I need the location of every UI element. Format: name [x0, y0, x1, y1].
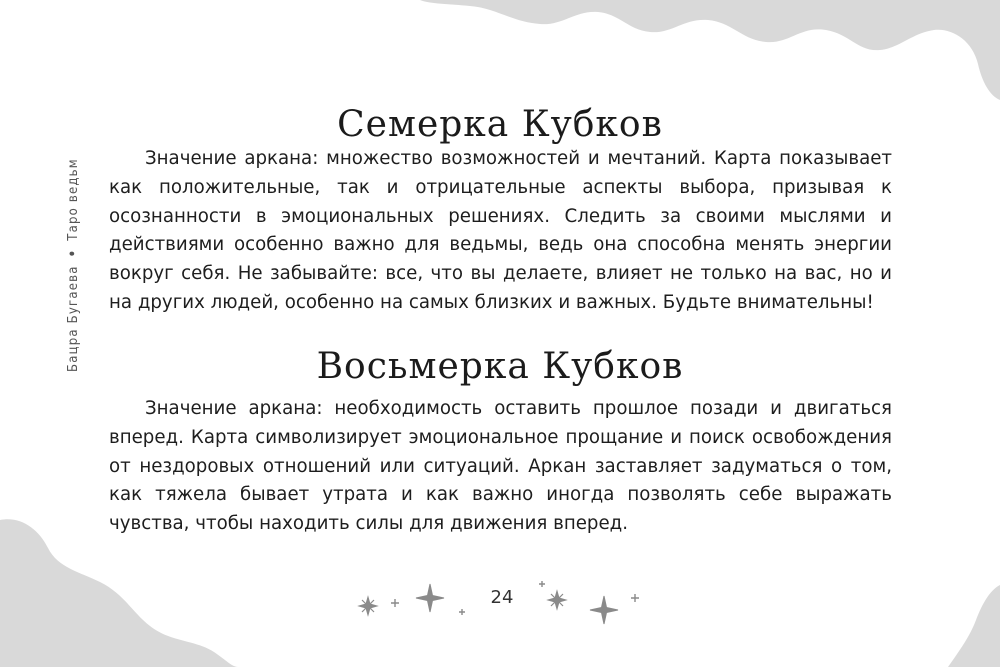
section-title-eight-of-cups: Восьмерка Кубков — [316, 346, 684, 387]
section-text-seven-of-cups: Значение аркана: множество возможностей и мечтаний. Карта показывает как положительные, так и отрицательные аспекты выбора, призывая к осознанности в эмоциональных решениях. Следить за своими мыслями и действиями особенно важно для ведьмы, ведь она способна менять энергии вокруг себя. Не забывайте: все, что вы делаете, влияет не только на вас, но и на других людей, особенно на самых близких и важных. Будьте внимательны! — [109, 148, 892, 313]
running-header — [66, 158, 81, 372]
page-number: 24 — [490, 587, 514, 608]
section-title-seven-of-cups: Семерка Кубков — [337, 104, 663, 145]
star-icon — [416, 584, 444, 612]
sparkle-icon — [459, 609, 465, 615]
star-icon — [359, 597, 377, 615]
header-author: Бацра Бугаева — [66, 265, 81, 372]
sparkle-icon — [631, 594, 639, 602]
star-icon — [548, 591, 566, 609]
section-text-eight-of-cups: Значение аркана: необходимость оставить прошлое позади и двигаться вперед. Карта символизирует эмоциональное прощание и поиск освобождения от нездоровых отношений или ситуаций. Аркан заставляет задуматься о том, как тяжела бывает утрата и как важно иногда позволять себе выражать чувства, чтобы находить силы для движения вперед. — [109, 398, 892, 535]
sparkle-icon — [391, 599, 399, 607]
sparkle-icon — [539, 581, 545, 587]
star-icon — [590, 596, 618, 624]
header-book-title: Таро ведьм — [66, 158, 81, 241]
header-separator: • — [66, 248, 81, 258]
